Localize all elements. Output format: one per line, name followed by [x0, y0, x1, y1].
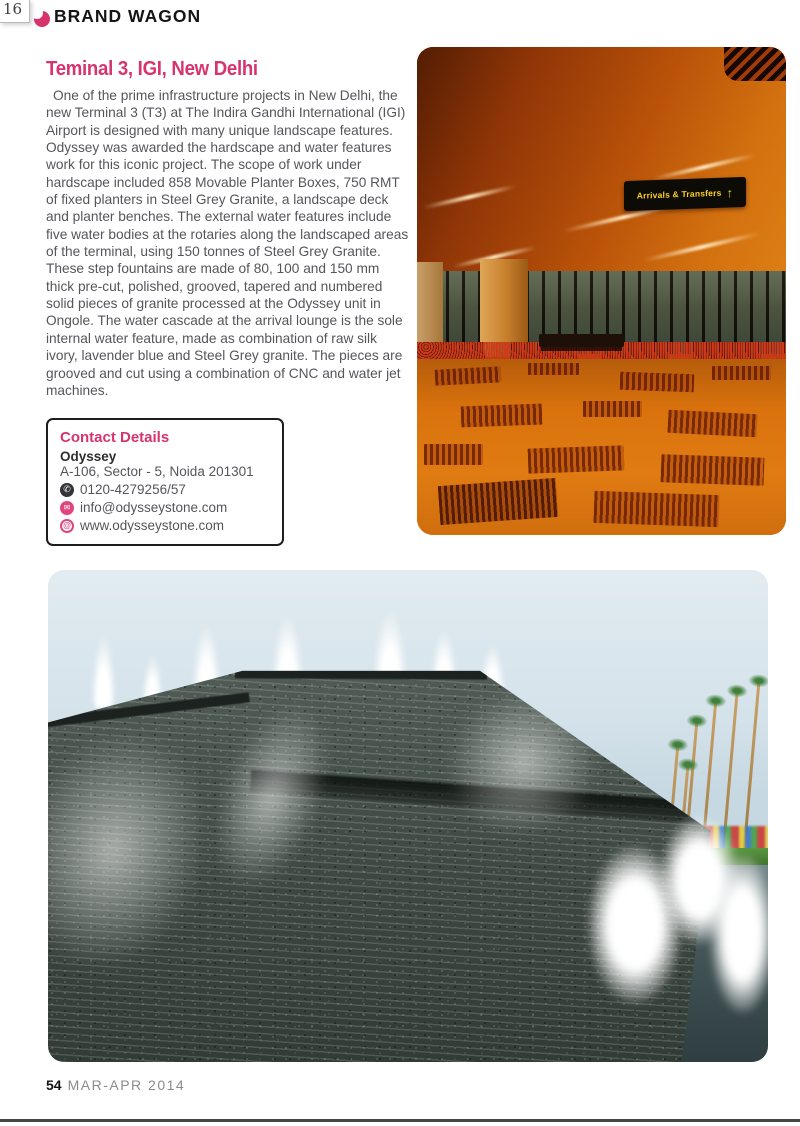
contact-phone-row — [60, 482, 270, 497]
arrivals-sign-text: Arrivals & Transfers — [636, 187, 722, 201]
ceiling-grill — [724, 47, 786, 81]
contact-website-row — [60, 518, 270, 533]
carpet-patch — [438, 478, 558, 525]
contact-phone: 0120-4279256/57 — [80, 482, 186, 497]
carpet-patch — [667, 410, 757, 437]
airport-interior-photo — [417, 47, 786, 535]
contact-website[interactable]: www.odysseystone.com — [80, 518, 225, 533]
article-title: Teminal 3, IGI, New Delhi — [46, 58, 258, 80]
contact-email-row — [60, 500, 270, 515]
section-title: BRAND WAGON — [54, 6, 202, 26]
footer-issue-date: MAR-APR 2014 — [67, 1077, 186, 1093]
carpet-patch — [583, 401, 642, 417]
page-bottom-rule — [0, 1119, 800, 1122]
carpet-patch — [527, 445, 624, 473]
contact-email[interactable]: info@odysseystone.com — [80, 500, 228, 515]
contact-address: A-106, Sector - 5, Noida 201301 — [60, 464, 254, 479]
carpet-patch — [594, 491, 720, 527]
carpet-patch — [660, 454, 764, 486]
contact-company: Odyssey — [60, 449, 117, 464]
fountain-spray — [710, 855, 768, 1012]
phone-icon: ✆ — [60, 483, 74, 497]
arrivals-sign — [624, 177, 746, 211]
carpet-patch — [424, 444, 483, 465]
carpet-patch — [620, 372, 694, 392]
carpet-patch — [528, 363, 580, 375]
up-arrow-icon: ↑ — [726, 184, 733, 200]
water-cascade-highlight — [416, 656, 630, 867]
article-body: One of the prime infrastructure projects in New Delhi, the new Terminal 3 (T3) at The Indira Gandhi International (IGI) Airport is designed with many unique landscape features. Odyssey was awarded the hardscape and water features work for this iconic project. The scope of work under hardscape included 858 Movable Planter Boxes, 750 RMT of fixed planters in Steel Grey Granite, a landscape deck and planter benches. The external water features include five water bodies at the rotaries along the landscaped areas of the terminal, using 150 tonnes of Steel Grey Granite. These step fountains are made of 80, 100 and 150 mm thick pre-cut, polished, grooved, tapered and numbered solid pieces of granite processed at the Odyssey unit in Ongole. The water cascade at the arrival lounge is the sole internal water feature, made as combination of raw silk ivory, lavender blue and Steel Grey granite. The pieces are grooved and cut using a combination of CNC and water jet machines. — [46, 88, 409, 398]
article — [46, 58, 410, 399]
page-corner-tab[interactable] — [0, 0, 30, 23]
photo-bench — [539, 334, 624, 347]
contact-heading: Contact Details — [60, 429, 170, 446]
email-icon: ✉ — [60, 501, 74, 515]
contact-details-box — [46, 418, 284, 546]
corner-page-number: 16 — [3, 0, 23, 18]
globe-icon: @ — [60, 519, 74, 533]
fountain-jet — [91, 634, 116, 708]
carpet-patch — [461, 404, 543, 428]
fountain-photo — [48, 570, 768, 1062]
brand-wagon-icon — [34, 11, 50, 27]
carpet-patch — [435, 366, 502, 385]
carpet-patch — [712, 366, 771, 380]
footer-page-number: 54 — [46, 1077, 62, 1093]
page-footer — [46, 1077, 185, 1093]
photo-carpet — [417, 359, 786, 535]
